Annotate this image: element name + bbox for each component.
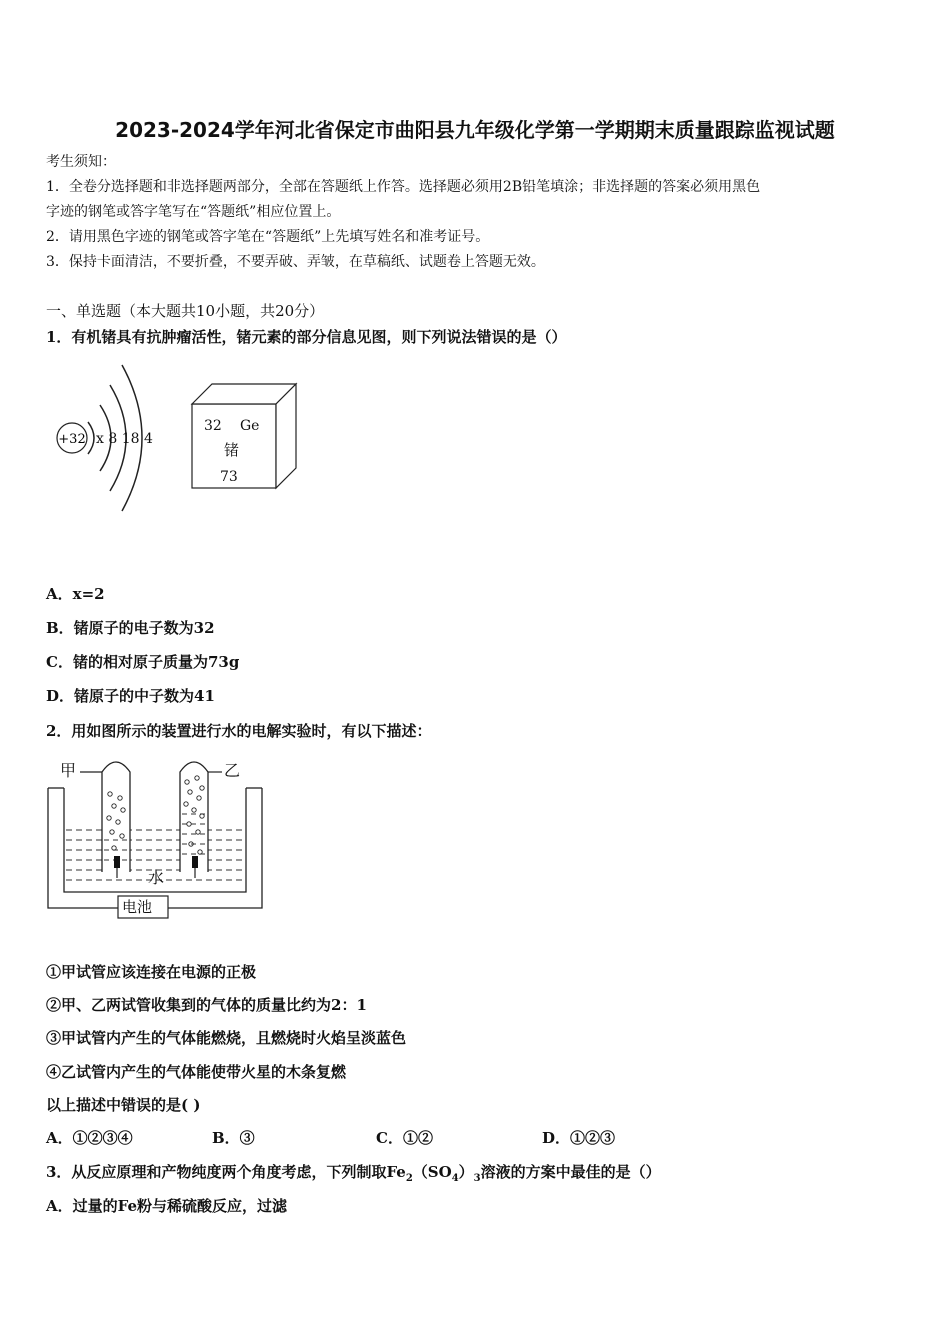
water-label: 水 — [148, 868, 165, 887]
q2-option-d: D．①②③ — [542, 1129, 616, 1147]
q3-subscript: 4 — [451, 1173, 459, 1184]
element-name: 锗 — [224, 441, 240, 459]
element-symbol: Ge — [240, 418, 260, 434]
q3-subscript: 2 — [405, 1173, 413, 1184]
notice-item: 2．请用黑色字迹的钢笔或答字笔在“答题纸”上先填写姓名和准考证号。 — [46, 229, 490, 245]
q3-stem-part: （SO — [412, 1163, 452, 1181]
statement-4: ④乙试管内产生的气体能使带火星的木条复燃 — [46, 1063, 347, 1081]
option-c: C．锗的相对原子质量为73g — [46, 653, 240, 671]
q2-option-a: A．①②③④ — [46, 1129, 133, 1147]
tube-label-left: 甲 — [60, 761, 77, 780]
statement-1: ①甲试管应该连接在电源的正极 — [46, 963, 257, 981]
question-2-prompt: 以上描述中错误的是( ) — [46, 1096, 201, 1114]
section-heading: 一、单选题（本大题共10小题，共20分） — [46, 302, 325, 320]
statement-2: ②甲、乙两试管收集到的气体的质量比约为2：1 — [46, 996, 367, 1014]
notice-item: 1．全卷分选择题和非选择题两部分，全部在答题纸上作答。选择题必须用2B铅笔填涂；非选择题的答案必须用黑色 — [46, 179, 761, 195]
atomic-number: 32 — [204, 418, 222, 434]
statement-3: ③甲试管内产生的气体能燃烧，且燃烧时火焰呈淡蓝色 — [46, 1029, 407, 1047]
atomic-mass: 73 — [220, 469, 238, 485]
nucleus-charge: +32 — [58, 432, 86, 447]
q3-option-a: A．过量的Fe粉与稀硫酸反应，过滤 — [46, 1197, 288, 1215]
q2-option-b: B．③ — [212, 1129, 255, 1147]
question-3-stem — [46, 1163, 661, 1188]
q3-stem-part: ） — [458, 1163, 474, 1181]
notice-heading: 考生须知： — [46, 154, 116, 170]
option-d: D．锗原子的中子数为41 — [46, 687, 215, 705]
notice-item: 3．保持卡面清洁，不要折叠，不要弄破、弄皱，在草稿纸、试题卷上答题无效。 — [46, 254, 545, 270]
option-a: A．x=2 — [46, 585, 105, 603]
tube-label-right: 乙 — [224, 761, 241, 780]
q3-subscript: 3 — [473, 1173, 481, 1184]
q2-option-c: C．①② — [376, 1129, 433, 1147]
q3-stem-part: 3．从反应原理和产物纯度两个角度考虑，下列制取Fe — [46, 1163, 406, 1181]
option-b: B．锗原子的电子数为32 — [46, 619, 215, 637]
battery-label: 电池 — [122, 898, 153, 916]
question-2-stem: 2．用如图所示的装置进行水的电解实验时，有以下描述： — [46, 722, 432, 740]
question-1-stem: 1．有机锗具有抗肿瘤活性，锗元素的部分信息见图，则下列说法错误的是（） — [46, 328, 567, 346]
element-cube — [190, 382, 300, 490]
q3-stem-part: 溶液的方案中最佳的是（） — [480, 1163, 661, 1181]
notice-item: 字迹的钢笔或答字笔写在“答题纸”相应位置上。 — [46, 204, 341, 220]
electron-shells: x 8 18 4 — [96, 431, 153, 447]
page-title: 2023-2024学年河北省保定市曲阳县九年级化学第一学期期末质量跟踪监视试题 — [115, 118, 835, 142]
